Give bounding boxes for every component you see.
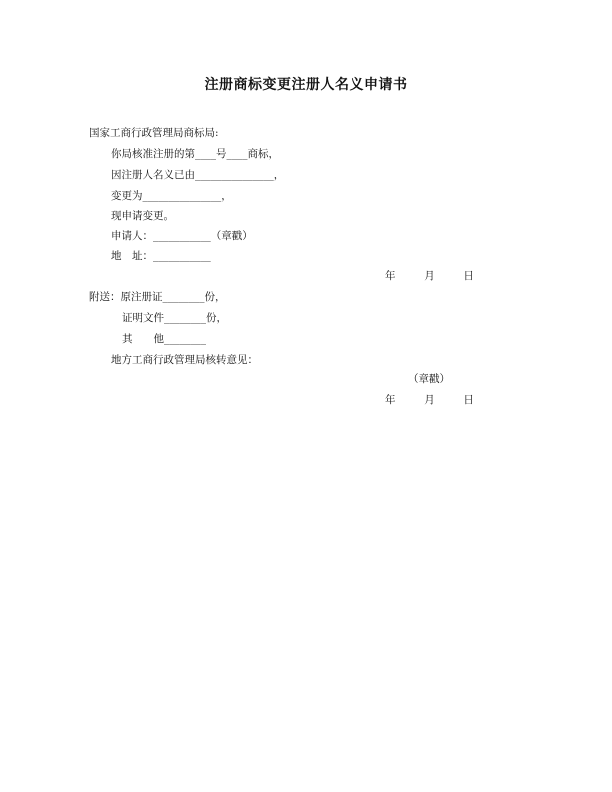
- date-line-2: [385, 393, 474, 407]
- attach-proof-line: 证明文件________份，: [122, 312, 227, 324]
- addressee-line: 国家工商行政管理局商标局:: [89, 127, 219, 139]
- document-title: 注册商标变更注册人名义申请书: [204, 77, 408, 93]
- date-month: 月: [424, 394, 435, 406]
- date-year: 年: [385, 394, 396, 406]
- change-to-line: 变更为_______________，: [111, 190, 232, 202]
- address-line: 地 址：___________: [111, 250, 211, 262]
- local-opinion-line: 地方工商行政管理局核转意见：: [111, 354, 258, 366]
- applicant-line: 申请人：___________（章戳）: [111, 230, 253, 242]
- attach-other-line: 其 他________: [122, 333, 206, 345]
- date-year: 年: [385, 270, 396, 282]
- registration-line: 你局核准注册的第____号____商标，: [111, 148, 279, 160]
- date-day: 日: [463, 394, 474, 406]
- apply-line: 现申请变更。: [111, 210, 174, 222]
- date-line-1: [385, 269, 474, 283]
- seal-note: （章戳）: [408, 373, 450, 385]
- date-day: 日: [463, 270, 474, 282]
- attach-cert-line: 附送：原注册证________份，: [89, 291, 226, 303]
- date-month: 月: [424, 270, 435, 282]
- reason-line: 因注册人名义已由_______________，: [111, 169, 285, 181]
